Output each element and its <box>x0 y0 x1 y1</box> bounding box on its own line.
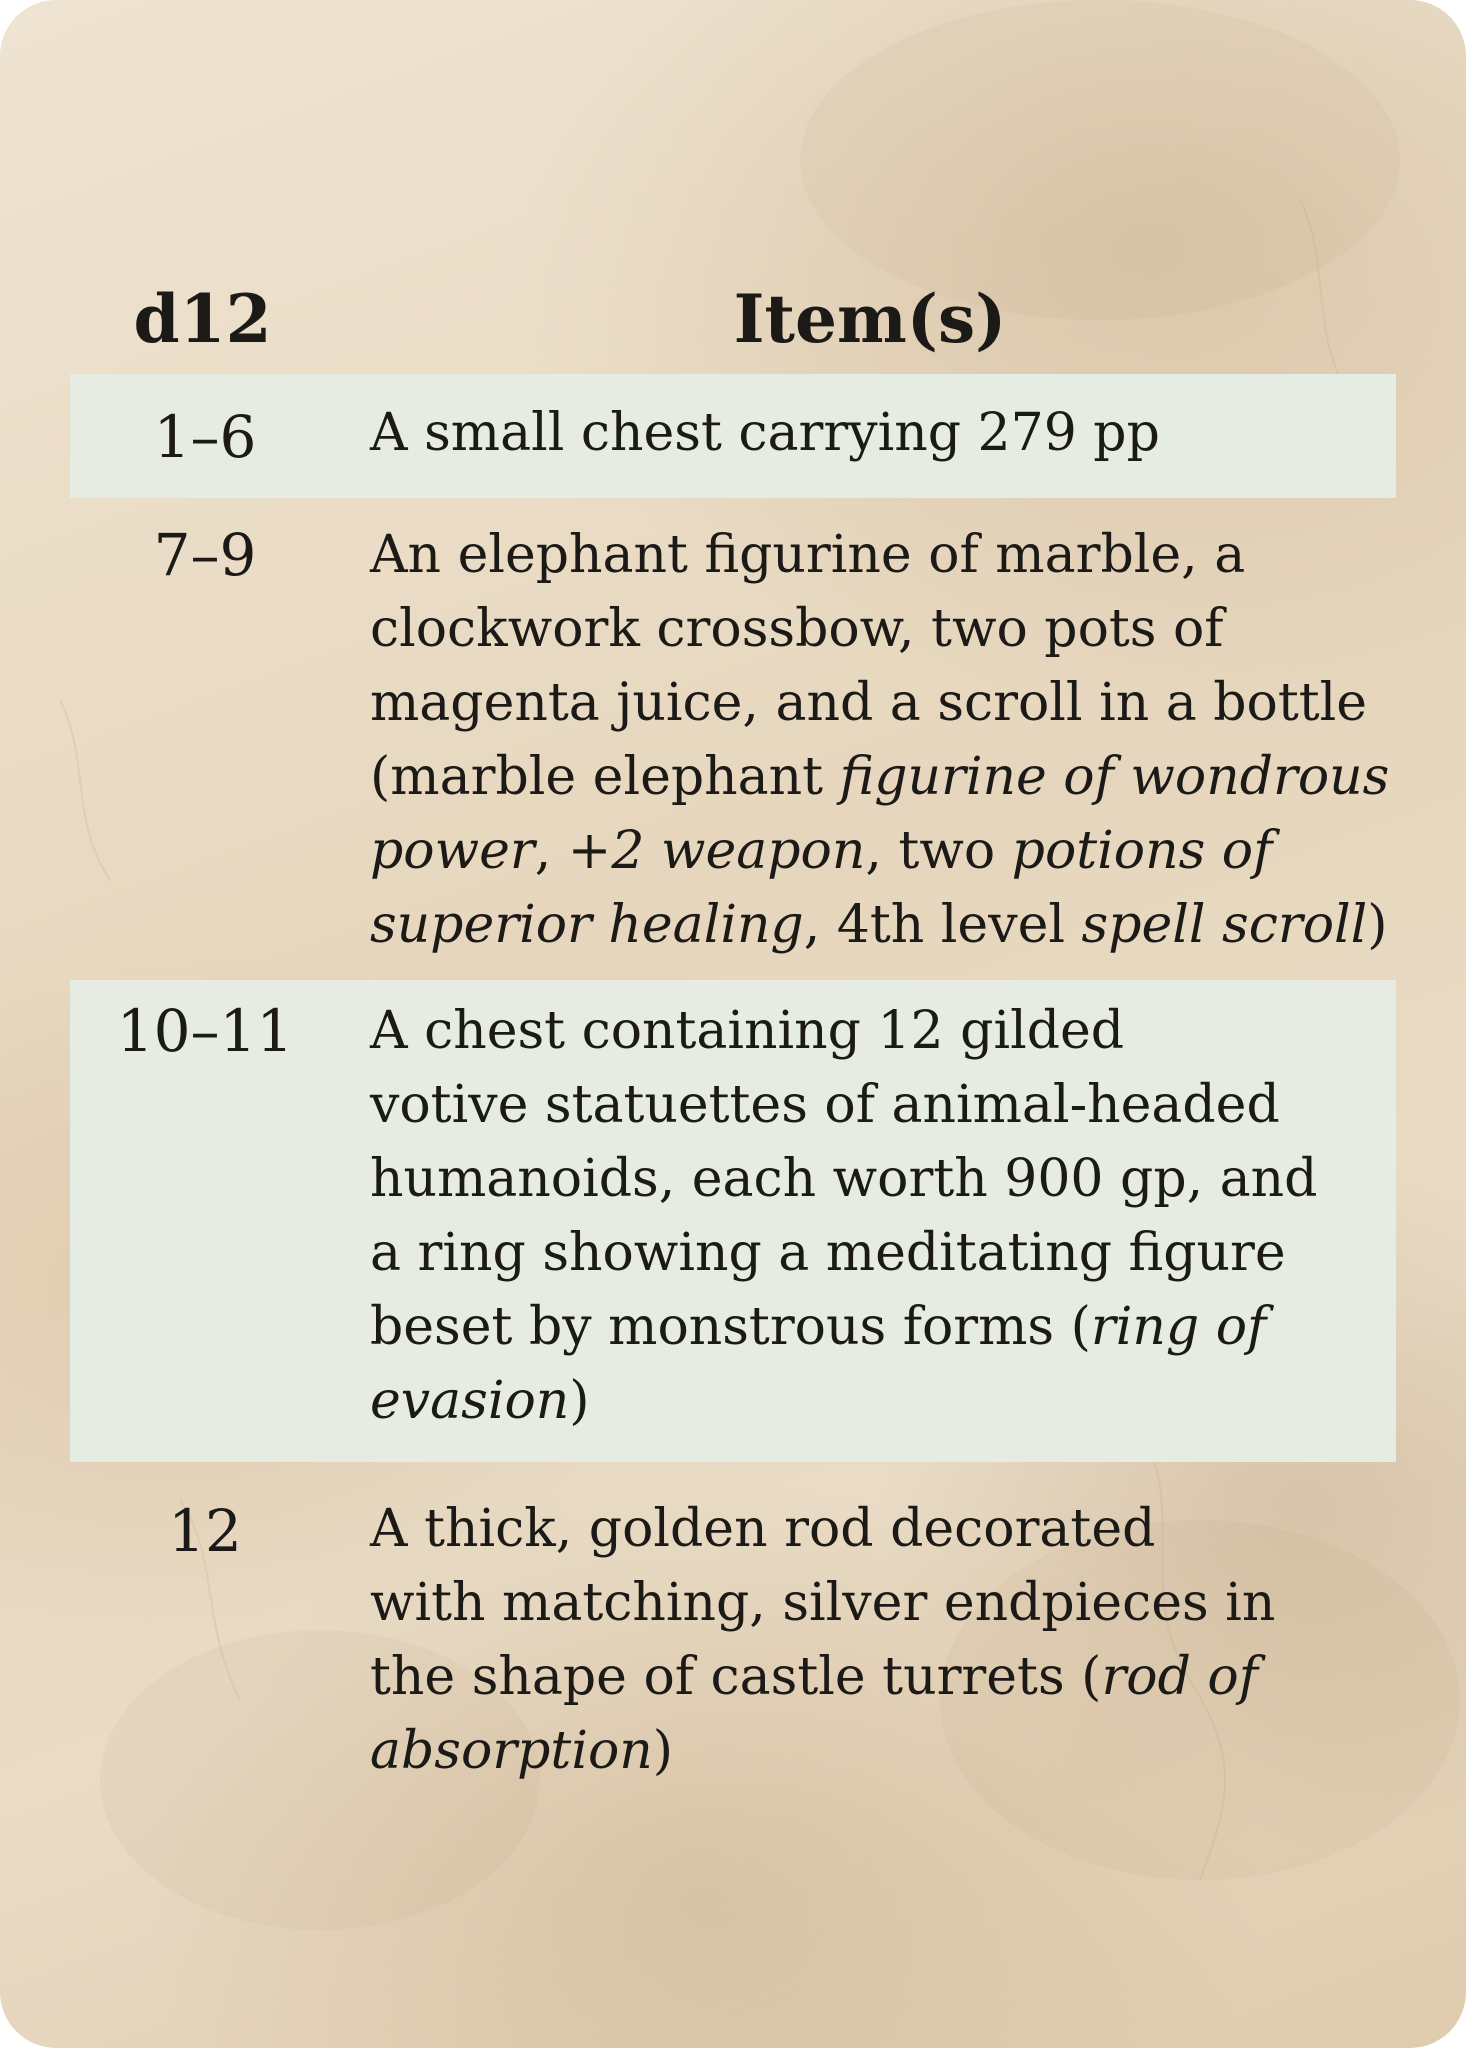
row-description <box>370 1492 1390 1788</box>
text-run: votive statuettes of animal-headed <box>370 1075 1280 1135</box>
table-row-12 <box>70 1462 1396 1792</box>
text-run: with matching, silver endpieces in <box>370 1573 1276 1633</box>
italic-text: ring of <box>1090 1297 1267 1357</box>
description-line <box>370 592 1390 666</box>
items-table <box>70 270 1396 1792</box>
description-line <box>370 666 1390 740</box>
description-line <box>370 1364 1390 1438</box>
italic-text: superior healing <box>370 895 804 955</box>
text-run: , two <box>865 821 1012 881</box>
description-line <box>370 1640 1390 1714</box>
table-row-1-6 <box>70 374 1396 498</box>
text-run: A small chest carrying 279 pp <box>370 403 1160 463</box>
table-row-10-11 <box>70 980 1396 1462</box>
text-run: ) <box>569 1371 590 1431</box>
header-roll: d12 <box>133 280 272 358</box>
description-line <box>370 1714 1390 1788</box>
description-line <box>370 396 1390 470</box>
text-run: , 4th level <box>803 895 1082 955</box>
italic-text: potions of <box>1011 821 1273 881</box>
description-line <box>370 1142 1390 1216</box>
italic-text: spell scroll <box>1081 895 1368 955</box>
text-run: the shape of castle turrets ( <box>370 1647 1102 1707</box>
text-run: clockwork crossbow, two pots of <box>370 599 1224 659</box>
italic-text: power <box>370 821 535 881</box>
row-roll: 12 <box>168 1497 242 1565</box>
description-line <box>370 740 1390 814</box>
text-run: An elephant figurine of marble, a <box>370 525 1246 585</box>
italic-text: rod of <box>1101 1647 1258 1707</box>
text-run: ) <box>1367 895 1388 955</box>
row-roll: 7–9 <box>153 521 257 589</box>
italic-text: evasion <box>370 1371 570 1431</box>
text-run: (marble elephant <box>370 747 840 807</box>
row-description <box>370 396 1390 470</box>
description-line <box>370 1492 1390 1566</box>
description-line <box>370 1290 1390 1364</box>
text-run: A chest containing 12 gilded <box>370 1001 1125 1061</box>
header-items: Item(s) <box>733 280 1007 358</box>
italic-text: +2 weapon <box>567 821 866 881</box>
text-run: magenta juice, and a scroll in a bottle <box>370 673 1368 733</box>
text-run: humanoids, each worth 900 gp, and <box>370 1149 1318 1209</box>
italic-text: figurine of wondrous <box>839 747 1390 807</box>
table-header <box>70 270 1396 374</box>
text-run: , <box>534 821 568 881</box>
description-line <box>370 994 1390 1068</box>
description-line <box>370 1216 1390 1290</box>
text-run: A thick, golden rod decorated <box>370 1499 1156 1559</box>
text-run: beset by monstrous forms ( <box>370 1297 1091 1357</box>
italic-text: absorption <box>370 1721 653 1781</box>
description-line <box>370 1566 1390 1640</box>
row-roll: 1–6 <box>153 403 257 471</box>
description-line <box>370 518 1390 592</box>
table-row-7-9 <box>70 498 1396 980</box>
row-roll: 10–11 <box>116 997 294 1065</box>
description-line <box>370 814 1390 888</box>
description-line <box>370 888 1390 962</box>
row-description <box>370 994 1390 1438</box>
description-line <box>370 1068 1390 1142</box>
text-run: a ring showing a meditating figure <box>370 1223 1286 1283</box>
row-description <box>370 518 1390 962</box>
text-run: ) <box>652 1721 674 1781</box>
